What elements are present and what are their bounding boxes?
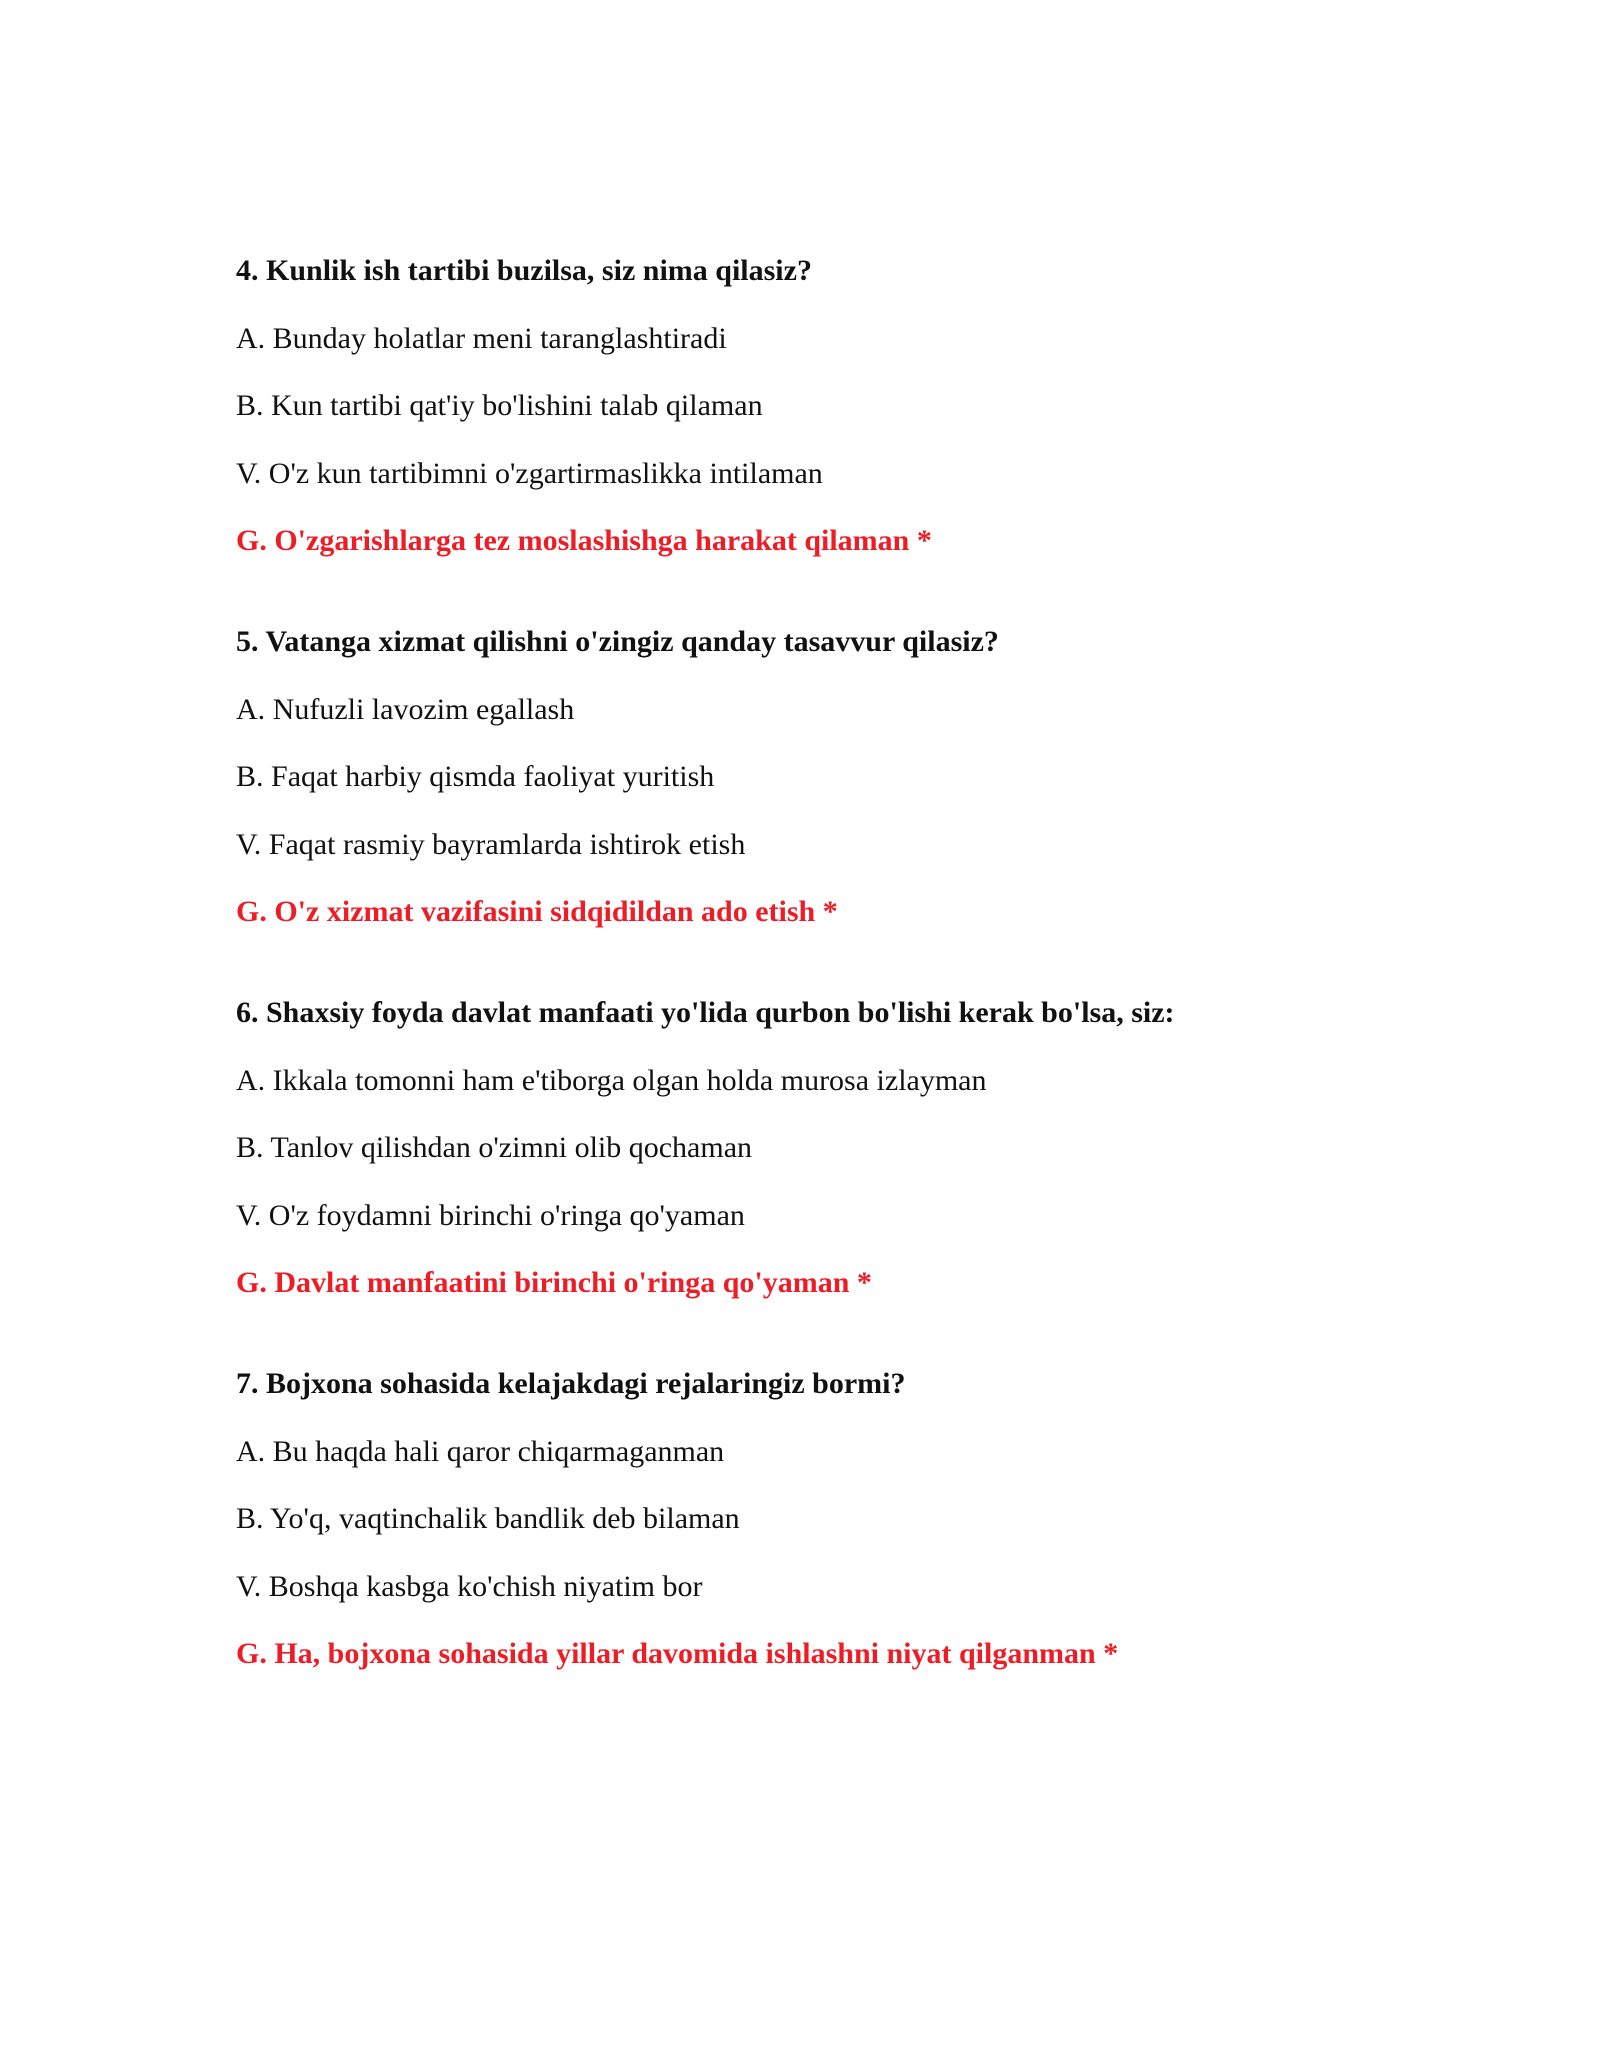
answer-option-a: A. Nufuzli lavozim egallash [236,692,575,726]
question-text: 4. Kunlik ish tartibi buzilsa, siz nima qilasiz? [236,254,812,287]
answer-option-a: A. Bu haqda hali qaror chiqarmaganman [236,1434,725,1468]
answer-option-g-correct: G. Davlat manfaatini birinchi o'ringa qo'yaman * [236,1266,872,1299]
question-block-6 [236,996,1456,1300]
answer-option-b: B. Tanlov qilishdan o'zimni olib qochaman [236,1131,753,1164]
question-text: 5. Vatanga xizmat qilishni o'zingiz qanday tasavvur qilasiz? [236,625,999,658]
answer-option-g-correct: G. Ha, bojxona sohasida yillar davomida ishlashni niyat qilganman * [236,1637,1119,1670]
question-text: 7. Bojxona sohasida kelajakdagi rejalaringiz bormi? [236,1367,906,1400]
answer-option-v: V. O'z kun tartibimni o'zgartirmaslikka intilaman [236,456,823,490]
answer-option-v: V. Faqat rasmiy bayramlarda ishtirok etish [236,827,746,861]
answer-option-b: B. Faqat harbiy qismda faoliyat yuritish [236,760,715,793]
answer-option-b: B. Yo'q, vaqtinchalik bandlik deb bilaman [236,1502,740,1535]
answer-option-g-correct: G. O'zgarishlarga tez moslashishga harakat qilaman * [236,524,932,557]
document-page [236,254,1456,1671]
question-block-4 [236,254,1456,558]
answer-option-v: V. Boshqa kasbga ko'chish niyatim bor [236,1569,703,1603]
answer-option-g-correct: G. O'z xizmat vazifasini sidqidildan ado etish * [236,895,838,928]
answer-option-b: B. Kun tartibi qat'iy bo'lishini talab qilaman [236,389,763,422]
question-block-5 [236,625,1456,929]
answer-option-a: A. Ikkala tomonni ham e'tiborga olgan holda murosa izlayman [236,1063,987,1097]
question-text: 6. Shaxsiy foyda davlat manfaati yo'lida qurbon bo'lishi kerak bo'lsa, siz: [236,996,1175,1029]
answer-option-a: A. Bunday holatlar meni taranglashtiradi [236,321,727,355]
question-block-7 [236,1367,1456,1671]
answer-option-v: V. O'z foydamni birinchi o'ringa qo'yaman [236,1198,745,1232]
